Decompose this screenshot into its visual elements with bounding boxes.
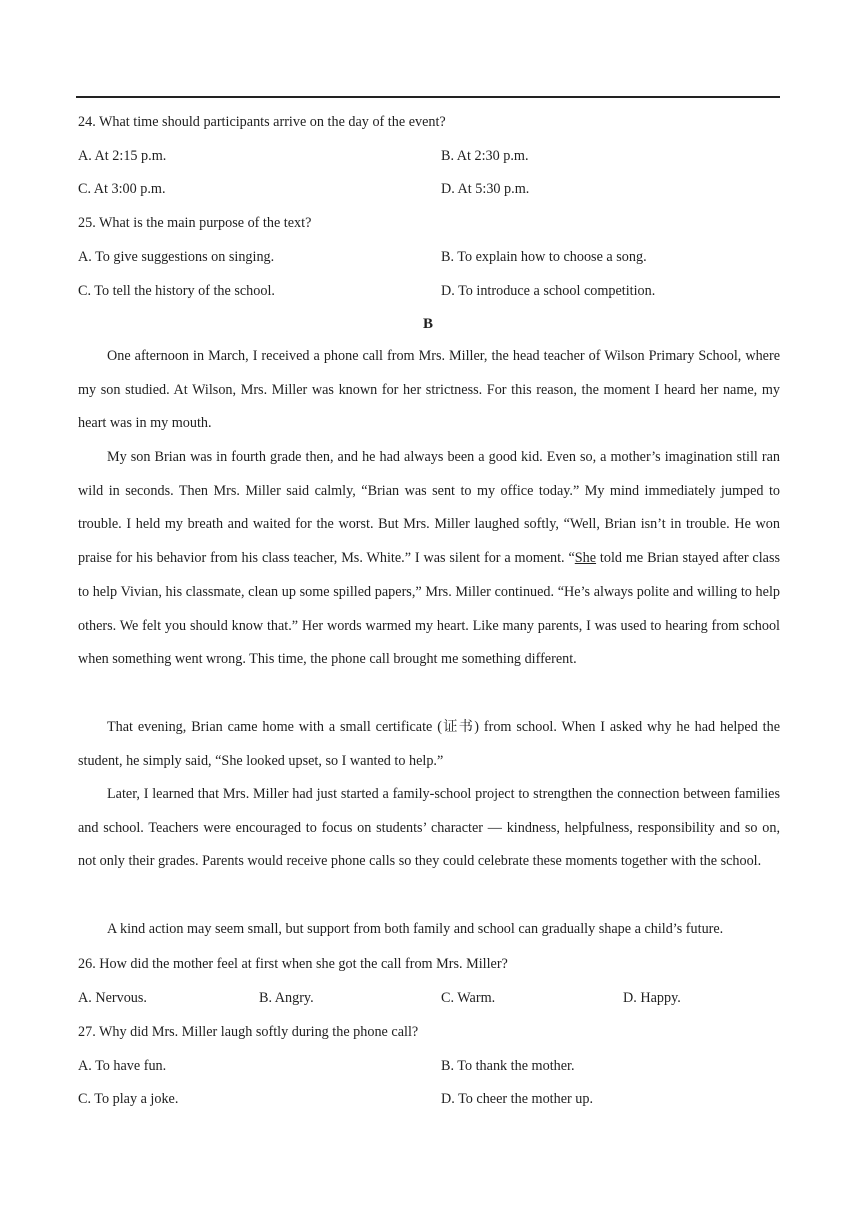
q27-option-a: A. To have fun. — [78, 1058, 167, 1074]
q26-option-c: C. Warm. — [441, 990, 496, 1006]
q27-option-b: B. To thank the mother. — [441, 1058, 575, 1074]
q25-option-a: A. To give suggestions on singing. — [78, 249, 275, 265]
section-b-heading: B — [422, 316, 433, 332]
q24-option-b: B. At 2:30 p.m. — [441, 148, 529, 164]
q26-option-b: B. Angry. — [259, 990, 314, 1006]
question-27: 27. Why did Mrs. Miller laugh softly during the phone call? — [78, 1024, 419, 1040]
q26-option-d: D. Happy. — [623, 990, 681, 1006]
q24-option-d: D. At 5:30 p.m. — [441, 181, 530, 197]
passage-paragraph-3: That evening, Brian came home with a small certificate (证书) from school. When I asked why he had helped the student, he simply said, “She looked upset, so I wanted to help.” — [78, 719, 780, 769]
q25-option-d: D. To introduce a school competition. — [441, 283, 656, 299]
passage-paragraph-4: Later, I learned that Mrs. Miller had just started a family-school project to strengthen the connection between families and school. Teachers were encouraged to focus on students’ character — kindness, helpfulness, responsibility and so on, not only their grades. Parents would receive phone calls so they could celebrate these moments together with the school. — [78, 786, 780, 870]
passage-paragraph-5: A kind action may seem small, but support from both family and school can gradually shape a child’s future. — [107, 921, 724, 937]
question-24: 24. What time should participants arrive on the day of the event? — [78, 114, 446, 130]
q25-option-b: B. To explain how to choose a song. — [441, 249, 647, 265]
q27-option-d: D. To cheer the mother up. — [441, 1091, 594, 1107]
passage-paragraph-2 — [78, 441, 780, 677]
passage-paragraph-1: One afternoon in March, I received a phone call from Mrs. Miller, the head teacher of Wilson Primary School, where my son studied. At Wilson, Mrs. Miller was known for her strictness. For this reason, the moment I heard her name, my heart was in my mouth. — [78, 348, 780, 432]
underlined-word: She — [574, 550, 597, 567]
q25-option-c: C. To tell the history of the school. — [78, 283, 275, 299]
passage-paragraph-2-text-after: told me Brian stayed after class to help Vivian, his classmate, clean up some spilled papers,” Mrs. Miller continued. “He’s always polite and willing to help others. We felt you should know that.” Her words warmed my heart. Like many parents, I was used to hearing from school when something went wrong. This time, the phone call brought me something different. — [78, 550, 780, 668]
question-25: 25. What is the main purpose of the text? — [78, 215, 312, 231]
q24-option-a: A. At 2:15 p.m. — [78, 148, 167, 164]
q26-option-a: A. Nervous. — [78, 990, 147, 1006]
top-rule — [76, 96, 780, 98]
q27-option-c: C. To play a joke. — [78, 1091, 179, 1107]
passage-paragraph-2-text-before: My son Brian was in fourth grade then, and he had always been a good kid. Even so, a mother’s imagination still ran wild in seconds. Then Mrs. Miller said calmly, “Brian was sent to my office today.” My mind immediately jumped to trouble. I held my breath and waited for the worst. But Mrs. Miller laughed softly, “Well, Brian isn’t in trouble. He won praise for his behavior from his class teacher, Ms. White.” I was silent for a moment. “ — [78, 449, 780, 567]
question-26: 26. How did the mother feel at first when she got the call from Mrs. Miller? — [78, 956, 508, 972]
q24-option-c: C. At 3:00 p.m. — [78, 181, 166, 197]
